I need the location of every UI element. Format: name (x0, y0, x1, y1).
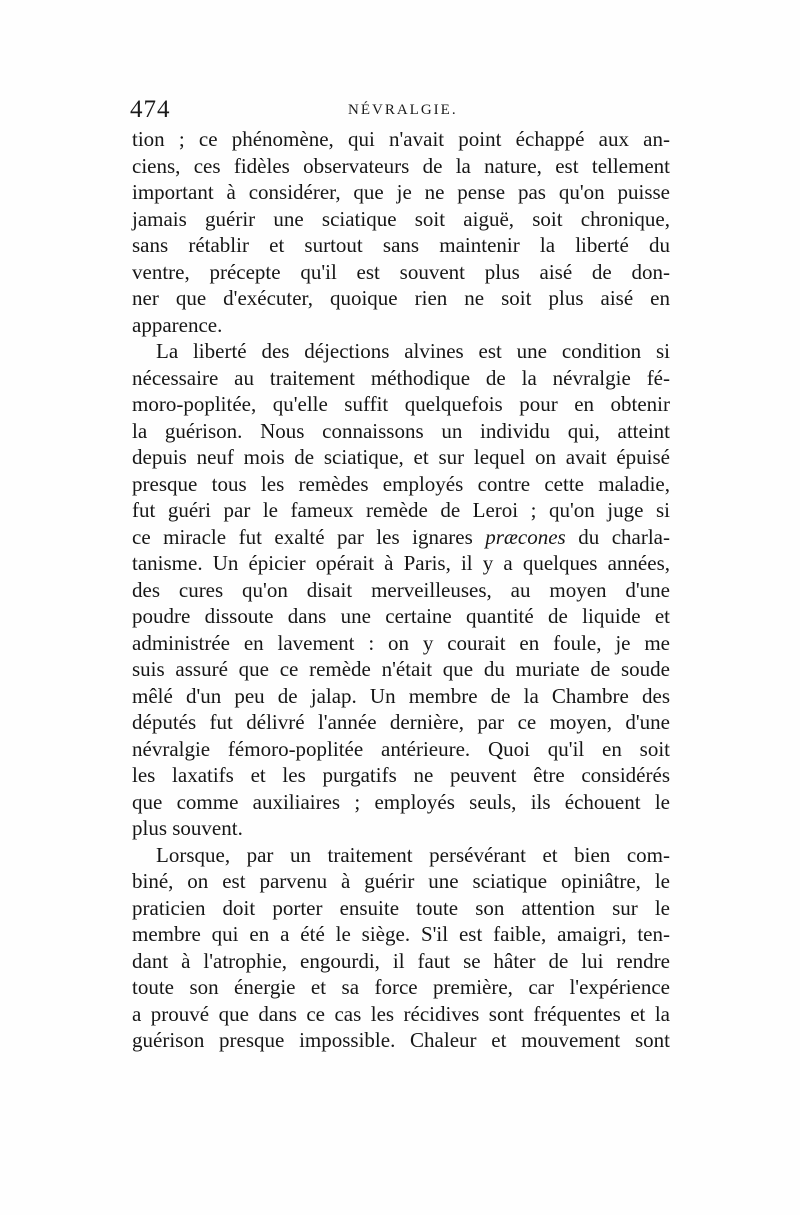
text-segment: ce miracle fut exalté par les ignares (132, 524, 486, 549)
text-line: nécessaire au traitement méthodique de la névralgie fé- (132, 365, 670, 390)
text-line: La liberté des déjections alvines est une condition si (156, 339, 670, 363)
text-line: plus souvent. (132, 816, 243, 840)
text-line: tion ; ce phénomène, qui n'avait point échappé aux an- (132, 127, 670, 151)
text-line: biné, on est parvenu à guérir une sciatique opiniâtre, le (132, 869, 670, 893)
text-line: les laxatifs et les purgatifs ne peuvent être considérés (132, 763, 670, 787)
paragraph (132, 842, 670, 1054)
text-line: suis assuré que ce remède n'était que du muriate de soude (132, 657, 670, 681)
text-line: ventre, précepte qu'il est souvent plus aisé de don- (132, 259, 670, 284)
text-line: toute son énergie et sa force première, car l'expérience (132, 975, 670, 999)
text-line: moro-poplitée, qu'elle suffit quelquefois pour en obtenir (132, 392, 670, 416)
text-line: poudre dissoute dans une certaine quantité de liquide et (132, 604, 670, 628)
text-line: tanisme. Un épicier opérait à Paris, il y a quelques années, (132, 551, 670, 575)
page-number: 474 (130, 96, 171, 123)
text-line: important à considérer, que je ne pense pas qu'on puisse (132, 180, 670, 204)
paragraph (132, 338, 670, 842)
text-line: depuis neuf mois de sciatique, et sur lequel on avait épuisé (132, 445, 670, 469)
text-line: jamais guérir une sciatique soit aiguë, soit chronique, (132, 206, 670, 231)
text-line: praticien doit porter ensuite toute son attention sur le (132, 895, 670, 920)
running-head: NÉVRALGIE. (348, 102, 458, 118)
text-line: la guérison. Nous connaissons un individu qui, atteint (132, 418, 670, 443)
text-line: fut guéri par le fameux remède de Leroi ; qu'on juge si (132, 498, 670, 522)
text-line: administrée en lavement : on y courait en foule, je me (132, 630, 670, 655)
text-line: Lorsque, par un traitement persévérant et bien com- (156, 842, 670, 867)
text-segment: du charla- (565, 524, 670, 549)
text-line: membre qui en a été le siège. S'il est faible, amaigri, ten- (132, 922, 670, 946)
body-text (132, 126, 670, 1054)
page-header (130, 96, 675, 128)
text-line: ciens, ces fidèles observateurs de la nature, est tellement (132, 153, 670, 178)
text-line: névralgie fémoro-poplitée antérieure. Quoi qu'il en soit (132, 736, 670, 761)
text-line: mêlé d'un peu de jalap. Un membre de la Chambre des (132, 683, 670, 708)
paragraph (132, 126, 670, 338)
text-line: des cures qu'on disait merveilleuses, au moyen d'une (132, 577, 670, 602)
italic-word: præcones (485, 524, 566, 549)
text-line: guérison presque impossible. Chaleur et mouvement sont (132, 1028, 670, 1052)
text-line: a prouvé que dans ce cas les récidives sont fréquentes et la (132, 1001, 670, 1026)
text-line (132, 524, 670, 551)
text-line: que comme auxiliaires ; employés seuls, ils échouent le (132, 789, 670, 814)
text-line: sans rétablir et surtout sans maintenir la liberté du (132, 233, 670, 257)
text-line: dant à l'atrophie, engourdi, il faut se hâter de lui rendre (132, 948, 670, 973)
text-line: députés fut délivré l'année dernière, par ce moyen, d'une (132, 710, 670, 734)
text-line: presque tous les remèdes employés contre cette maladie, (132, 471, 670, 496)
text-line: apparence. (132, 312, 223, 337)
text-line: ner que d'exécuter, quoique rien ne soit plus aisé en (132, 286, 670, 310)
